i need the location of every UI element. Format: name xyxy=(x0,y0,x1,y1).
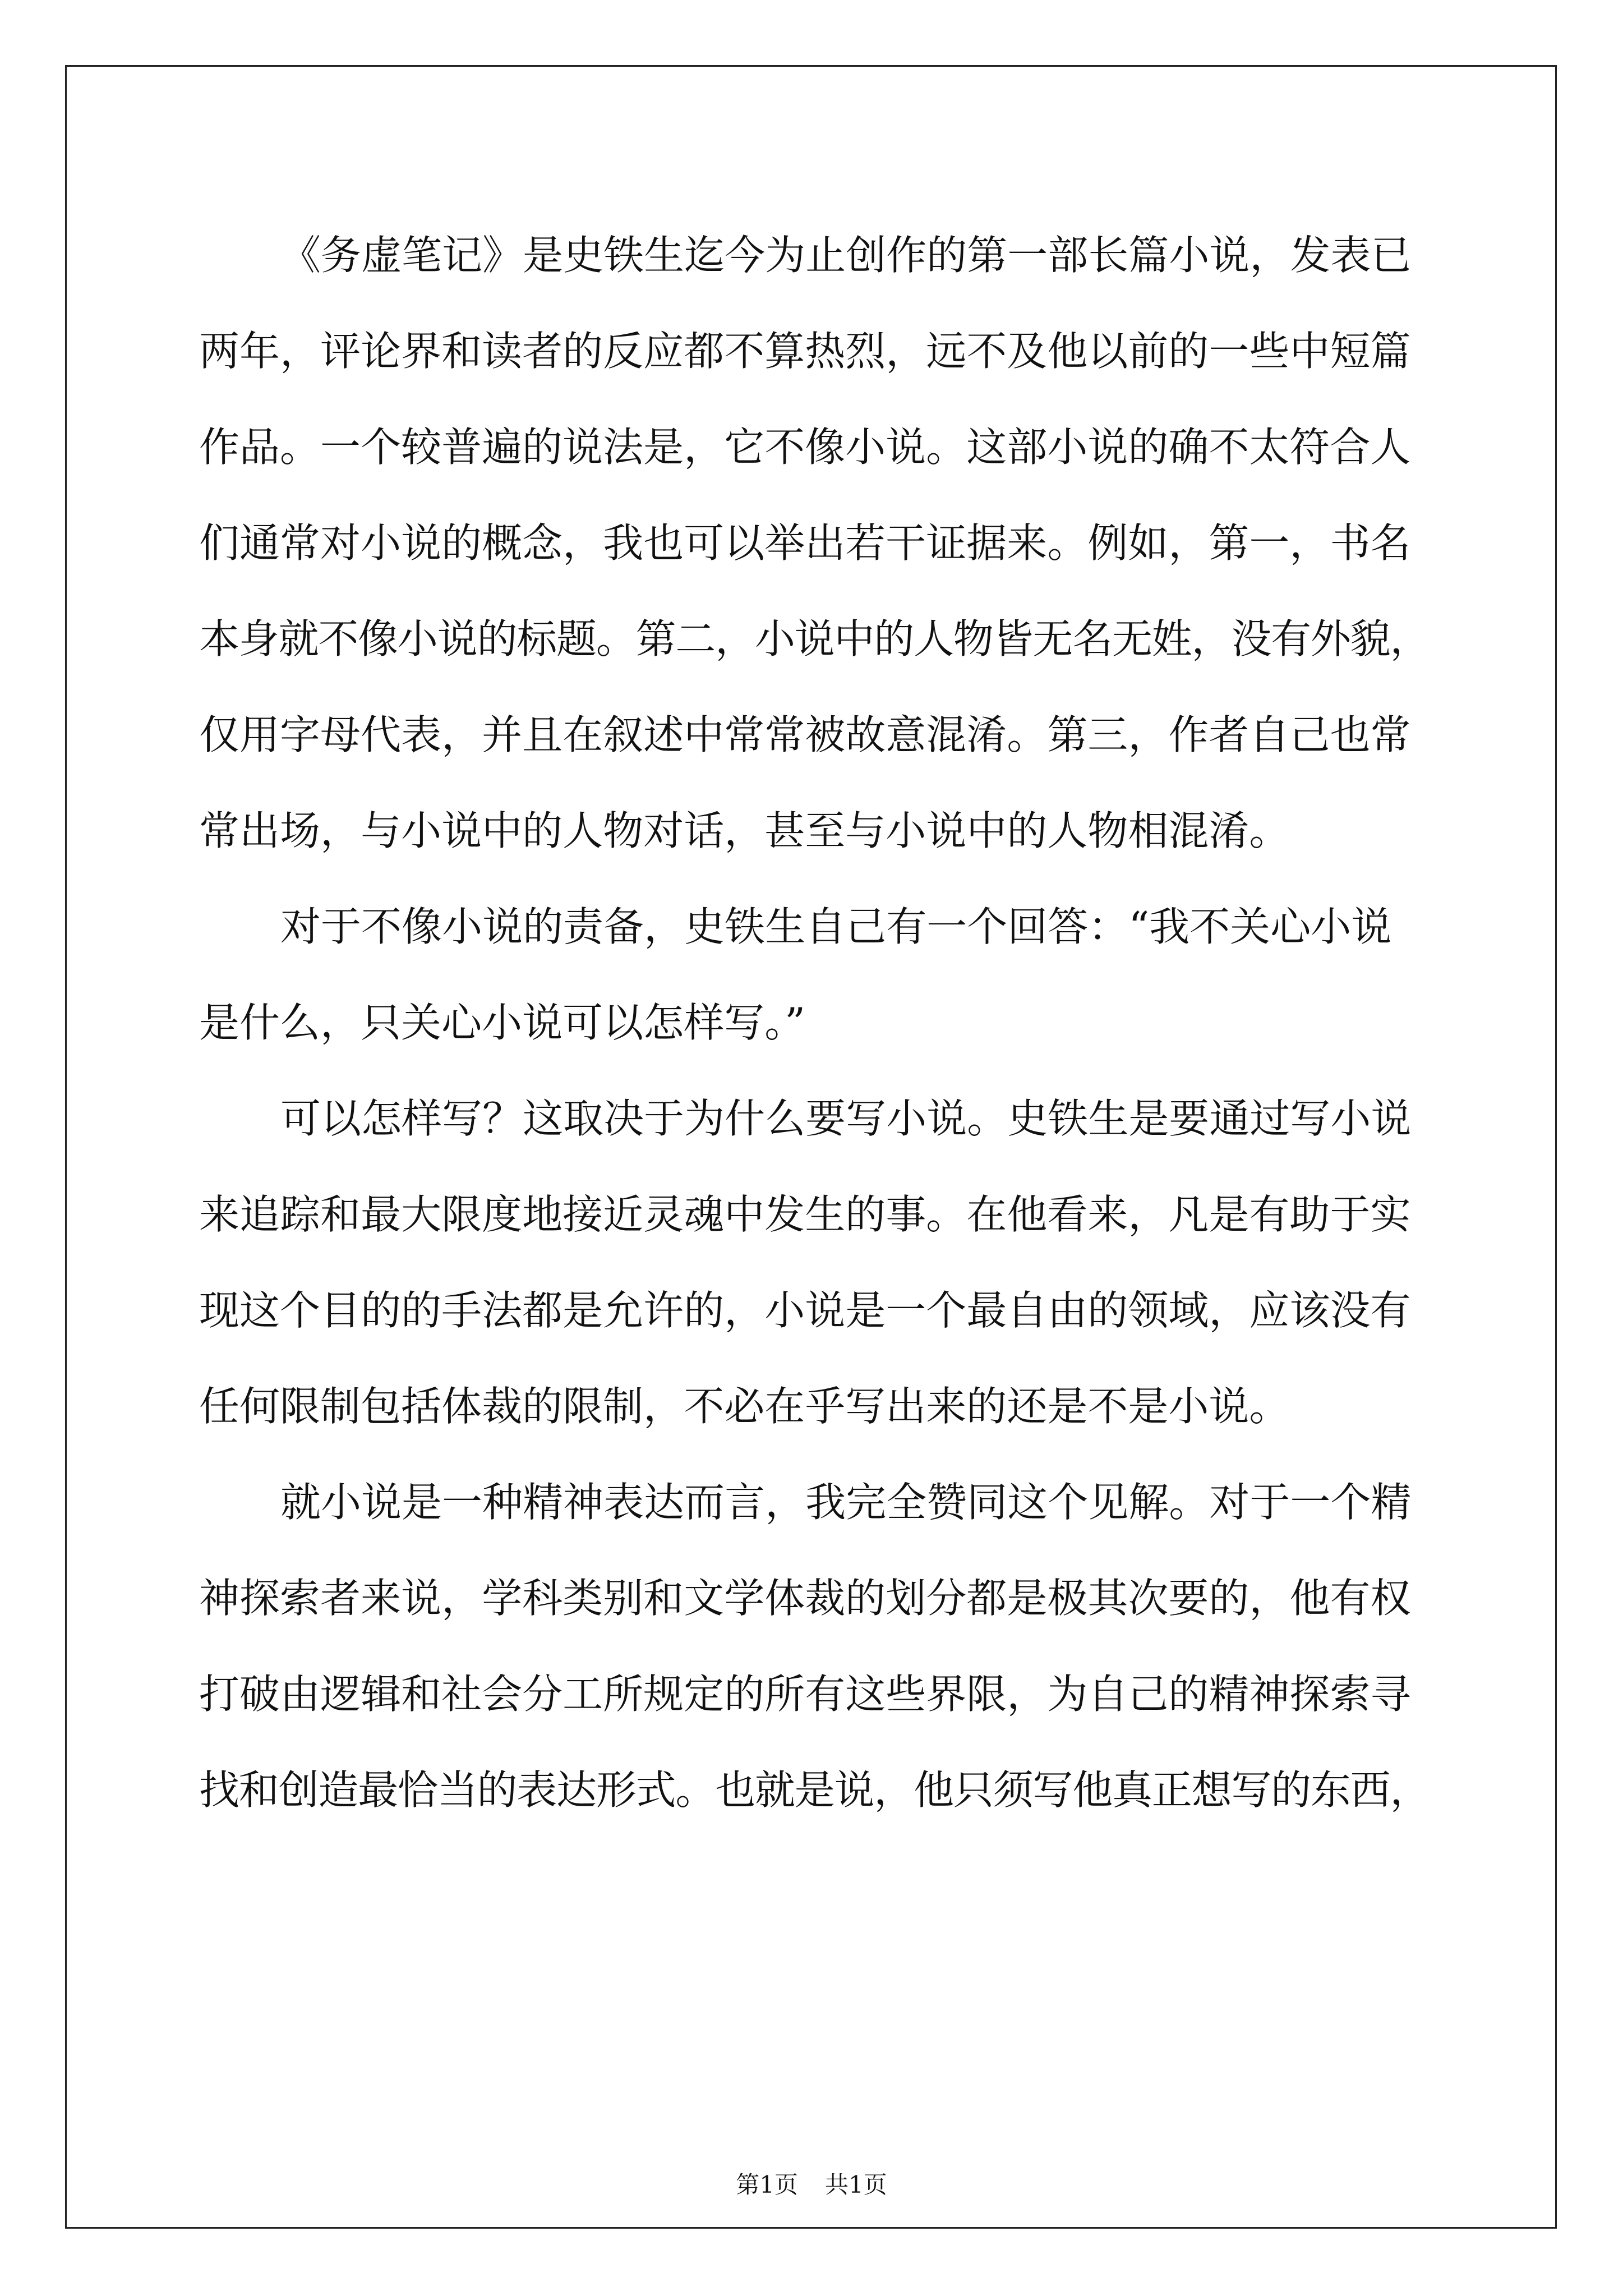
paragraph-1-line-6: 仅用字母代表，并且在叙述中常常被故意混淆。第三，作者自己也常 xyxy=(199,711,1411,758)
paragraph-3-line-3: 现这个目的的手法都是允许的，小说是一个最自由的领域，应该没有 xyxy=(199,1287,1411,1334)
paragraph-1-line-2: 两年，评论界和读者的反应都不算热烈，远不及他以前的一些中短篇 xyxy=(199,328,1411,375)
page-footer xyxy=(0,2168,1623,2202)
paragraph-4-line-3: 打破由逻辑和社会分工所规定的所有这些界限，为自己的精神探索寻 xyxy=(199,1671,1411,1718)
paragraph-2-line-2: 是什么，只关心小说可以怎样写。” xyxy=(199,999,806,1046)
paragraph-3-line-1: 可以怎样写？这取决于为什么要写小说。史铁生是要通过写小说 xyxy=(280,1095,1412,1142)
page-number: 第1页 xyxy=(736,2171,798,2198)
document-body xyxy=(199,208,1430,1838)
page-total: 共1页 xyxy=(825,2171,887,2198)
paragraph-1-line-1: 《务虚笔记》是史铁生迄今为止创作的第一部长篇小说，发表已 xyxy=(280,232,1412,279)
paragraph-1-line-4: 们通常对小说的概念，我也可以举出若干证据来。例如，第一，书名 xyxy=(199,519,1411,567)
paragraph-1-line-5: 本身就不像小说的标题。第二，小说中的人物皆无名无姓，没有外貌， xyxy=(199,615,1431,662)
paragraph-1-line-3: 作品。一个较普遍的说法是，它不像小说。这部小说的确不太符合人 xyxy=(199,424,1411,471)
paragraph-2-line-1: 对于不像小说的责备，史铁生自己有一个回答：“我不关心小说 xyxy=(280,903,1392,950)
paragraph-4-line-1: 就小说是一种精神表达而言，我完全赞同这个见解。对于一个精 xyxy=(280,1479,1412,1526)
paragraph-4-line-4: 找和创造最恰当的表达形式。也就是说，他只须写他真正想写的东西， xyxy=(199,1766,1431,1814)
paragraph-3-line-2: 来追踪和最大限度地接近灵魂中发生的事。在他看来，凡是有助于实 xyxy=(199,1191,1411,1238)
paragraph-1-line-7: 常出场，与小说中的人物对话，甚至与小说中的人物相混淆。 xyxy=(199,807,1290,854)
paragraph-4-line-2: 神探索者来说，学科类别和文学体裁的划分都是极其次要的，他有权 xyxy=(199,1575,1411,1622)
paragraph-3-line-4: 任何限制包括体裁的限制，不必在乎写出来的还是不是小说。 xyxy=(199,1383,1290,1430)
